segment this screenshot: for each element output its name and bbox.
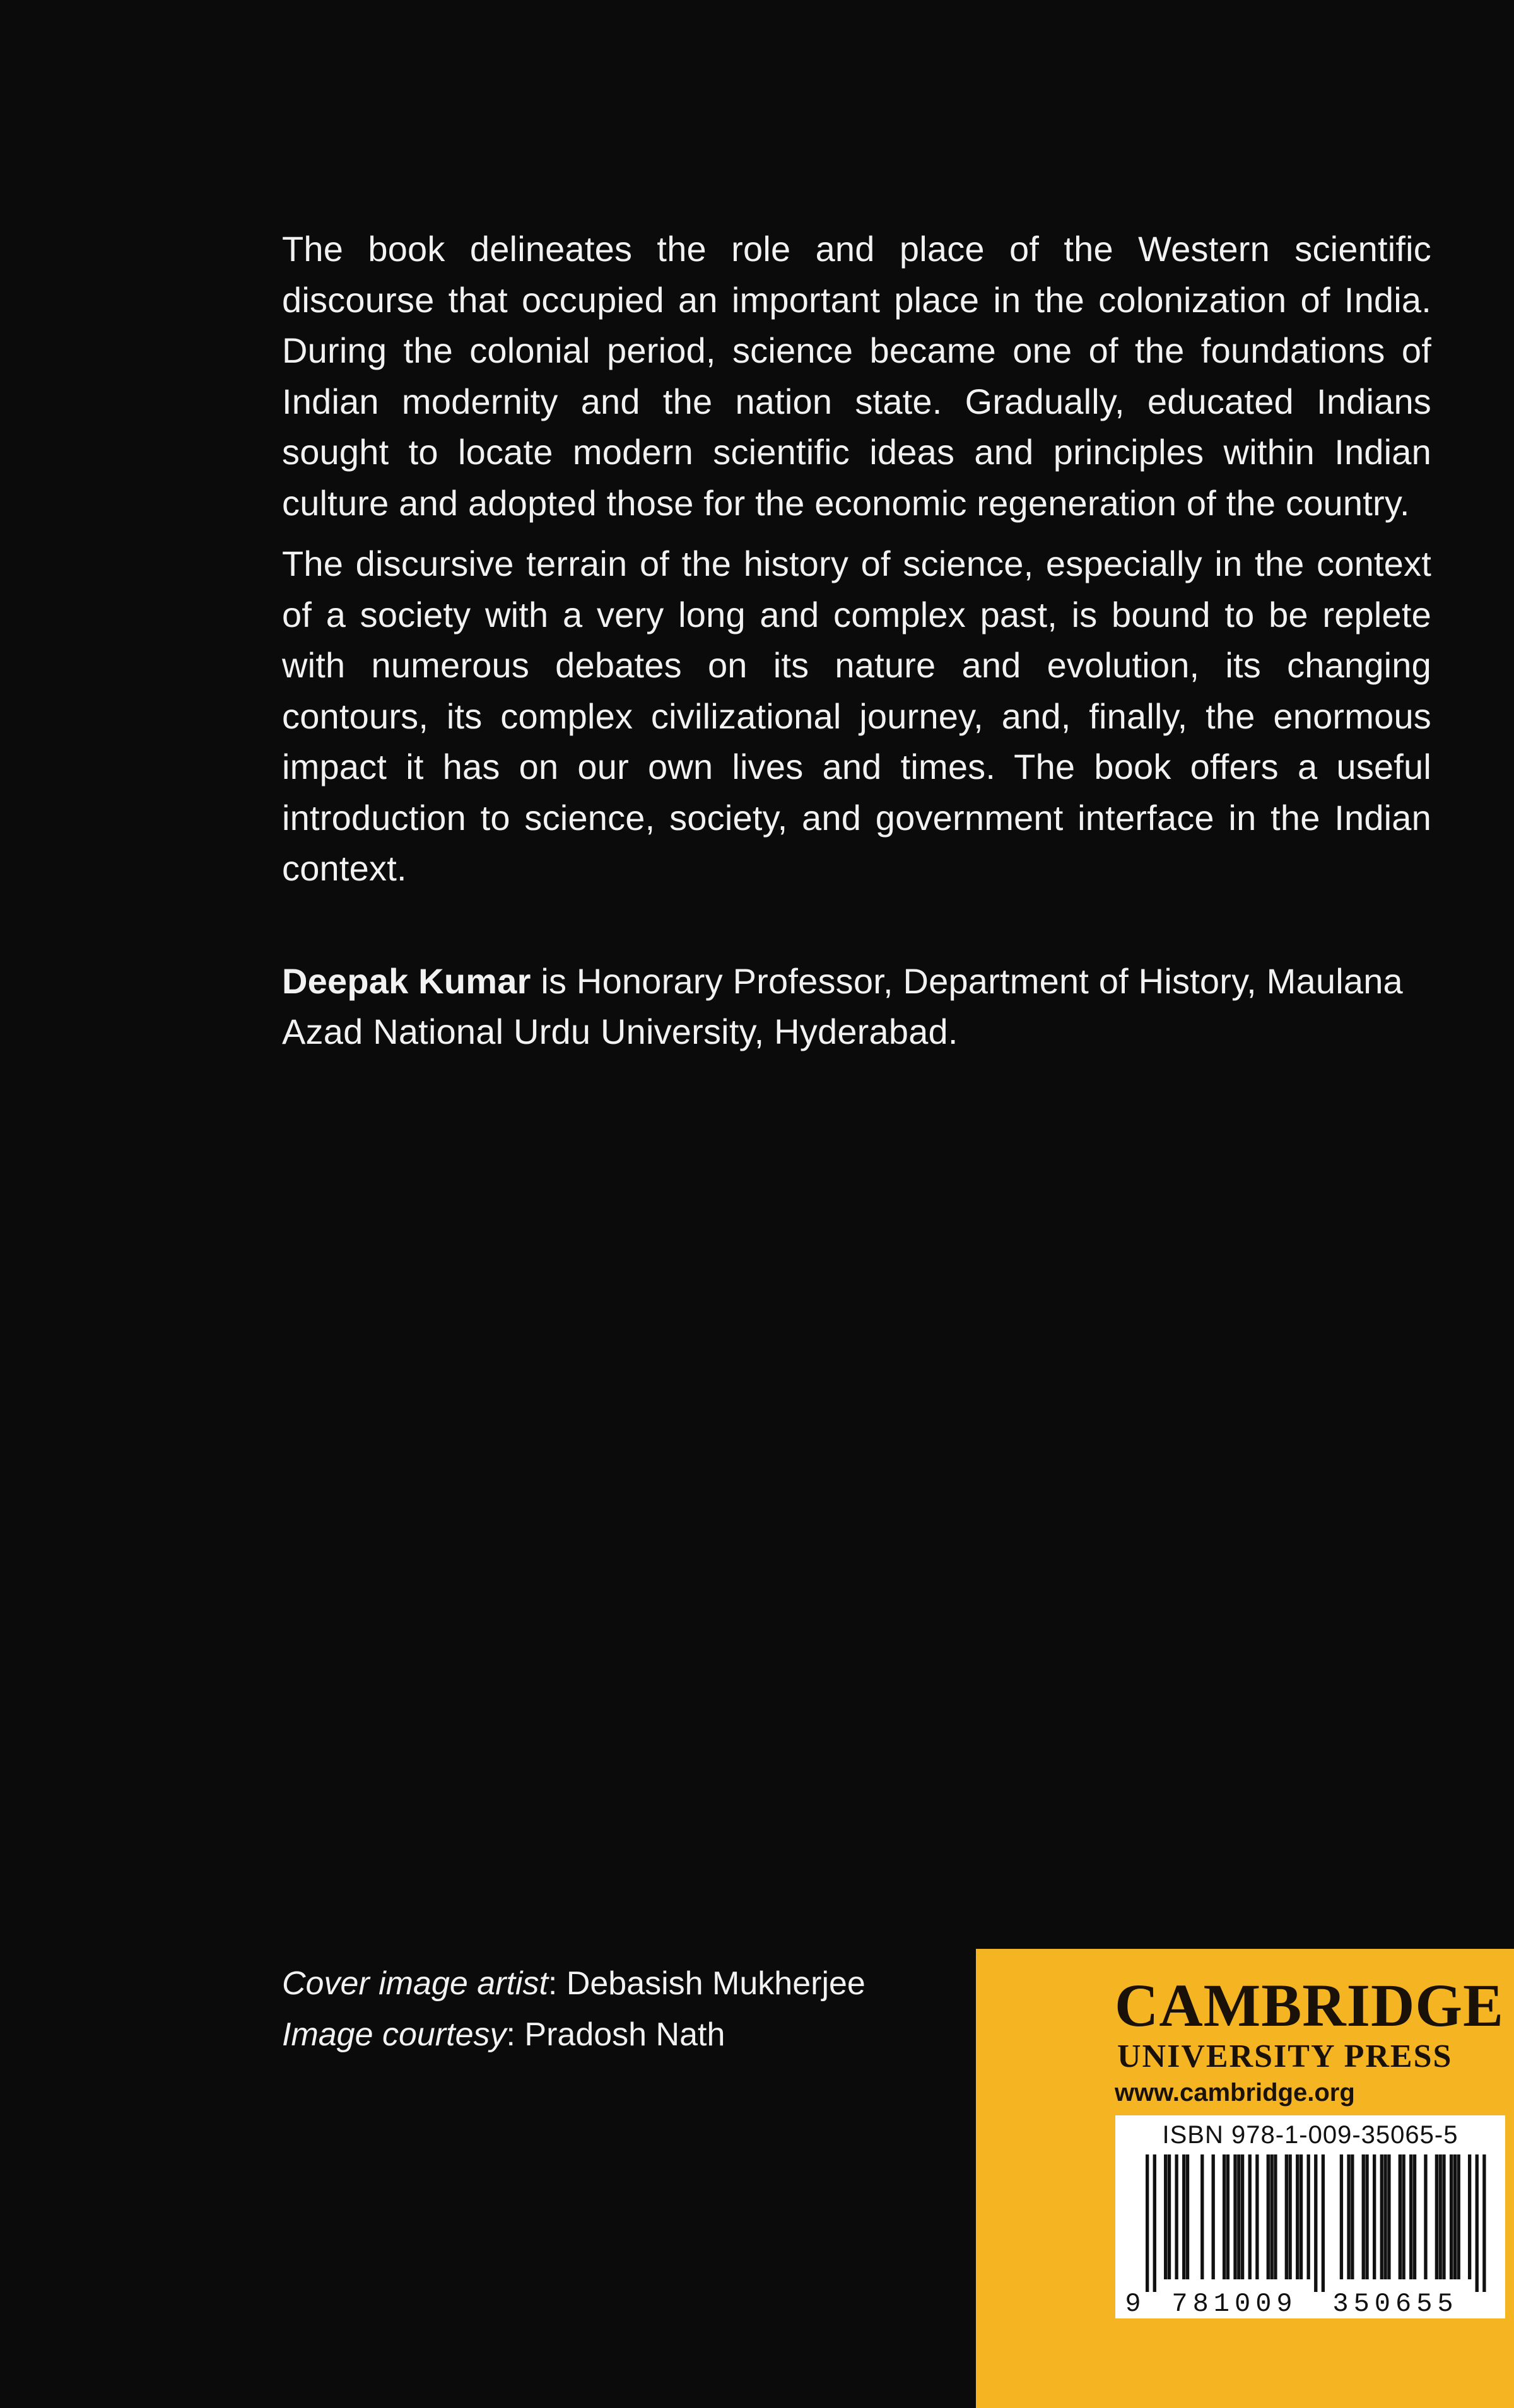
barcode-bar xyxy=(1322,2154,1325,2292)
barcode-bar xyxy=(1270,2154,1273,2279)
barcode-bar xyxy=(1413,2154,1416,2279)
cover-artist-credit xyxy=(282,1958,866,2009)
barcode-bar xyxy=(1362,2154,1365,2279)
barcode-bar xyxy=(1186,2154,1189,2279)
barcode-bar xyxy=(1373,2154,1376,2279)
barcode-bar xyxy=(1285,2154,1288,2279)
barcode-bar xyxy=(1450,2154,1453,2279)
image-courtesy-name: : Pradosh Nath xyxy=(506,2016,725,2053)
image-courtesy-credit xyxy=(282,2009,866,2060)
barcode-bar xyxy=(1200,2154,1204,2279)
back-cover-blurb xyxy=(282,224,1431,1058)
barcode-bar xyxy=(1212,2154,1215,2279)
barcode-bar xyxy=(1476,2154,1479,2292)
barcode-bar xyxy=(1300,2154,1303,2279)
barcode-bar xyxy=(1168,2154,1171,2279)
cover-artist-role: Cover image artist xyxy=(282,1965,548,2002)
barcode-bar xyxy=(1146,2154,1149,2292)
barcode-bar xyxy=(1442,2154,1445,2279)
barcode-bar xyxy=(1482,2154,1486,2292)
barcode-bar xyxy=(1241,2154,1244,2279)
publisher-name-line1: CAMBRIDGE xyxy=(1115,1972,1505,2039)
blurb-paragraph-2: The discursive terrain of the history of science, especially in the context of a society with a very long and complex past, is bound to be replete with numerous debates on its nature and evolution, its changing contours, its complex civilizational journey, and, finally, the enormous impact it has on our own lives and times. The book offers a useful introduction to science, society, and government interface in the Indian context. xyxy=(282,544,1431,888)
barcode-bar xyxy=(1435,2154,1438,2279)
barcode-bar xyxy=(1226,2154,1229,2279)
barcode-bar xyxy=(1233,2154,1236,2279)
barcode-first-digit: 9 xyxy=(1125,2289,1141,2316)
barcode-bar xyxy=(1153,2154,1156,2292)
barcode-bar xyxy=(1314,2154,1317,2292)
barcode-bar xyxy=(1296,2154,1299,2279)
barcode-bar xyxy=(1383,2154,1387,2279)
barcode-bar xyxy=(1164,2154,1167,2279)
barcode-bar xyxy=(1347,2154,1350,2279)
barcode-bar xyxy=(1399,2154,1402,2279)
author-name: Deepak Kumar xyxy=(282,961,531,1001)
barcode-left-digits: 781009 xyxy=(1171,2289,1298,2316)
barcode-right-digits: 350655 xyxy=(1332,2289,1458,2316)
barcode-icon xyxy=(1124,2154,1496,2316)
author-bio xyxy=(282,956,1431,1058)
barcode-bar xyxy=(1351,2154,1354,2279)
barcode-bar xyxy=(1255,2154,1259,2279)
barcode-bar xyxy=(1424,2154,1427,2279)
barcode-bar xyxy=(1365,2154,1368,2279)
publisher-logo xyxy=(1115,1974,1506,2076)
barcode-bar xyxy=(1237,2154,1240,2279)
image-credits xyxy=(282,1958,866,2060)
barcode-bar xyxy=(1306,2154,1310,2279)
barcode-bar xyxy=(1453,2154,1457,2279)
publisher-name-line2: UNIVERSITY PRESS xyxy=(1117,2038,1453,2074)
barcode-bar xyxy=(1223,2154,1226,2279)
image-courtesy-role: Image courtesy xyxy=(282,2016,507,2053)
barcode-bar xyxy=(1288,2154,1291,2279)
barcode-bar xyxy=(1248,2154,1252,2279)
isbn-barcode xyxy=(1115,2115,1505,2318)
barcode-bar xyxy=(1182,2154,1185,2279)
barcode-bar xyxy=(1457,2154,1460,2279)
publisher-url: www.cambridge.org xyxy=(1115,2079,1355,2107)
barcode-bar xyxy=(1468,2154,1471,2279)
barcode-bar xyxy=(1387,2154,1390,2279)
barcode-bar xyxy=(1402,2154,1405,2279)
barcode-bar xyxy=(1409,2154,1412,2279)
cover-artist-name: : Debasish Mukherjee xyxy=(548,1965,866,2002)
barcode-bar xyxy=(1380,2154,1383,2279)
author-bio-text: is Honorary Professor, Department of History, Maulana Azad National Urdu University, Hyderabad. xyxy=(282,961,1403,1051)
blurb-paragraph-1: The book delineates the role and place of the Western scientific discourse that occupied an important place in the colonization of India. During the colonial period, science became one of the foundations of Indian modernity and the nation state. Gradually, educated Indians sought to locate modern scientific ideas and principles within Indian culture and adopted those for the economic regeneration of the country. xyxy=(282,229,1431,523)
isbn-label: ISBN 978-1-009-35065-5 xyxy=(1162,2121,1458,2149)
barcode-bar xyxy=(1274,2154,1277,2279)
barcode-bar xyxy=(1340,2154,1343,2279)
publisher-panel xyxy=(976,1949,1514,2408)
barcode-bar xyxy=(1175,2154,1178,2279)
barcode-bar xyxy=(1267,2154,1270,2279)
barcode-bar xyxy=(1439,2154,1442,2279)
